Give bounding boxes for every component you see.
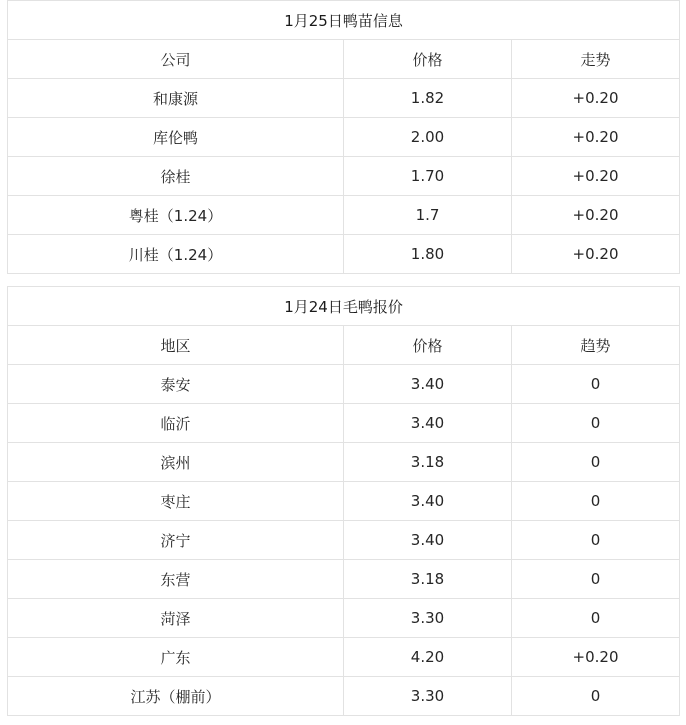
cell-trend: 0 xyxy=(512,521,680,560)
cell-region: 广东 xyxy=(8,638,344,677)
duckling-info-table xyxy=(7,0,680,274)
table-row xyxy=(8,79,680,118)
cell-company: 库伦鸭 xyxy=(8,118,344,157)
cell-region: 江苏（棚前） xyxy=(8,677,344,716)
cell-trend: 0 xyxy=(512,443,680,482)
column-header-company: 公司 xyxy=(8,40,344,79)
table-row xyxy=(8,365,680,404)
table-header-row xyxy=(8,326,680,365)
cell-region: 滨州 xyxy=(8,443,344,482)
column-header-price: 价格 xyxy=(344,326,512,365)
table-row xyxy=(8,118,680,157)
page-bottom-space xyxy=(0,716,686,725)
column-header-trend: 趋势 xyxy=(512,326,680,365)
cell-price: 1.82 xyxy=(344,79,512,118)
table-row xyxy=(8,521,680,560)
cell-price: 3.40 xyxy=(344,404,512,443)
table-row xyxy=(8,599,680,638)
cell-trend: +0.20 xyxy=(512,79,680,118)
cell-price: 3.40 xyxy=(344,365,512,404)
cell-price: 3.30 xyxy=(344,677,512,716)
cell-region: 菏泽 xyxy=(8,599,344,638)
cell-price: 3.18 xyxy=(344,560,512,599)
cell-trend: 0 xyxy=(512,599,680,638)
table-row xyxy=(8,677,680,716)
cell-price: 1.7 xyxy=(344,196,512,235)
table-title: 1月25日鸭苗信息 xyxy=(8,1,680,40)
cell-trend: +0.20 xyxy=(512,235,680,274)
cell-price: 4.20 xyxy=(344,638,512,677)
cell-region: 临沂 xyxy=(8,404,344,443)
table-row xyxy=(8,638,680,677)
table-title-row xyxy=(8,287,680,326)
cell-price: 3.40 xyxy=(344,521,512,560)
live-duck-price-table xyxy=(7,286,680,716)
cell-region: 枣庄 xyxy=(8,482,344,521)
cell-trend: 0 xyxy=(512,677,680,716)
cell-trend: 0 xyxy=(512,404,680,443)
cell-company: 川桂（1.24） xyxy=(8,235,344,274)
cell-company: 徐桂 xyxy=(8,157,344,196)
cell-price: 2.00 xyxy=(344,118,512,157)
cell-trend: +0.20 xyxy=(512,638,680,677)
cell-region: 东营 xyxy=(8,560,344,599)
cell-trend: +0.20 xyxy=(512,196,680,235)
table-header-row xyxy=(8,40,680,79)
cell-price: 1.80 xyxy=(344,235,512,274)
table-row xyxy=(8,235,680,274)
table-row xyxy=(8,443,680,482)
cell-price: 3.40 xyxy=(344,482,512,521)
table-row xyxy=(8,482,680,521)
cell-trend: +0.20 xyxy=(512,118,680,157)
column-header-price: 价格 xyxy=(344,40,512,79)
cell-region: 济宁 xyxy=(8,521,344,560)
column-header-region: 地区 xyxy=(8,326,344,365)
cell-trend: 0 xyxy=(512,560,680,599)
cell-trend: +0.20 xyxy=(512,157,680,196)
cell-price: 1.70 xyxy=(344,157,512,196)
table-row xyxy=(8,404,680,443)
table-separator xyxy=(0,274,686,286)
table-row xyxy=(8,196,680,235)
table-title-row xyxy=(8,1,680,40)
cell-trend: 0 xyxy=(512,482,680,521)
cell-company: 和康源 xyxy=(8,79,344,118)
table-row xyxy=(8,157,680,196)
cell-trend: 0 xyxy=(512,365,680,404)
cell-price: 3.18 xyxy=(344,443,512,482)
table-row xyxy=(8,560,680,599)
cell-company: 粤桂（1.24） xyxy=(8,196,344,235)
column-header-trend: 走势 xyxy=(512,40,680,79)
cell-region: 泰安 xyxy=(8,365,344,404)
table-title: 1月24日毛鸭报价 xyxy=(8,287,680,326)
cell-price: 3.30 xyxy=(344,599,512,638)
